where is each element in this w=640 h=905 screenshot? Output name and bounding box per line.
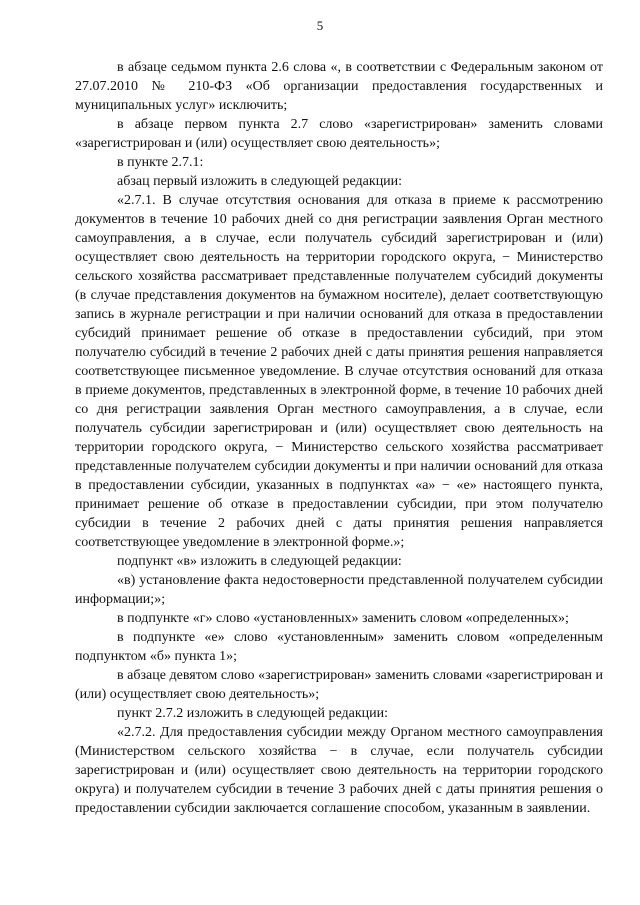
paragraph-subpoint-v-instruction: подпункт «в» изложить в следующей редакции:: [117, 554, 402, 569]
paragraph-first-abzac-instruction: абзац первый изложить в следующей редакции:: [117, 174, 403, 189]
paragraph-2-7-2-instruction: пункт 2.7.2 изложить в следующей редакции:: [117, 706, 388, 721]
page-number: 5: [316, 18, 324, 33]
paragraph-subpoint-e-amendment: в подпункте «е» слово «установленным» заменить словом «определенным подпунктом «б» пункта 1»;: [75, 630, 603, 664]
paragraph-2-7-amendment: в абзаце первом пункта 2.7 слово «зарегистрирован» заменить словами «зарегистрирован и (или) осуществляет свою деятельность»;: [75, 117, 603, 151]
paragraph-subpoint-v-text: «в) установление факта недостоверности представленной получателем субсидии информации;»;: [75, 573, 603, 607]
paragraph-2-7-2-text: «2.7.2. Для предоставления субсидии между Органом местного самоуправления (Министерством сельского хозяйства − в случае, если получатель субсидии зарегистрирован и (или) осуществляет свою деятельность на территории городского округа) и получателем субсидии в течение 3 рабочих дней с даты принятия решения о предоставлении субсидии заключается соглашение способом, указанным в заявлении.: [75, 725, 603, 816]
document-body: [75, 58, 603, 818]
paragraph-subpoint-g-amendment: в подпункте «г» слово «установленных» заменить словом «определенных»;: [117, 611, 569, 626]
paragraph-2-7-1-heading: в пункте 2.7.1:: [117, 155, 204, 170]
paragraph-2-6-amendment: в абзаце седьмом пункта 2.6 слова «, в соответствии с Федеральным законом от 27.07.2010 № 210-ФЗ «Об организации предоставления государственных и муниципальных услуг» исключить;: [75, 60, 603, 113]
paragraph-2-7-1-text: «2.7.1. В случае отсутствия основания для отказа в приеме к рассмотрению документов в течение 10 рабочих дней со дня регистрации заявления Орган местного самоуправления, а в случае, если получатель субсидий зарегистрирован и (или) осуществляет свою деятельность на территории городского округа, − Министерство сельского хозяйства рассматривает представленные получателем субсидий документы (в случае представления документов на бумажном носителе), делает соответствующую запись в журнале регистрации и при наличии оснований для отказа в предоставлении субсидий принимает решение об отказе в предоставлении субсидий, при этом получателю субсидий в течение 2 рабочих дней с даты принятия решения направляется соответствующее письменное уведомление. В случае отсутствия оснований для отказа в приеме документов, представленных в электронной форме, в течение 10 рабочих дней со дня регистрации заявления Орган местного самоуправления, а в случае, если получатель субсидии зарегистрирован и (или) осуществляет свою деятельность на территории городского округа, − Министерство сельского хозяйства рассматривает представленные получателем субсидии документы и при наличии оснований для отказа в предоставлении субсидии, указанных в подпунктах «а» − «е» настоящего пункта, принимает решение об отказе в предоставлении субсидии, при этом получателю субсидии в течение 2 рабочих дней с даты принятия решения направляется соответствующее уведомление в электронной форме.»;: [75, 193, 603, 550]
paragraph-ninth-abzac-amendment: в абзаце девятом слово «зарегистрирован» заменить словами «зарегистрирован и (или) осуществляет свою деятельность»;: [75, 668, 603, 702]
